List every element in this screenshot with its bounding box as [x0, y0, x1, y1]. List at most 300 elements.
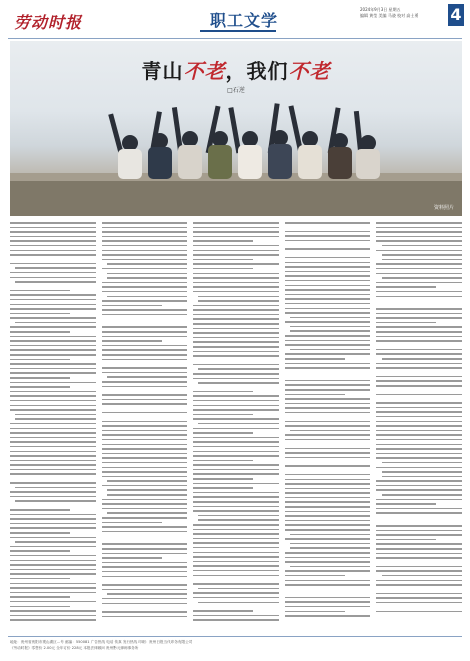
text-line — [102, 557, 162, 559]
text-line — [10, 336, 96, 338]
text-line — [193, 455, 279, 457]
feature-photo — [10, 41, 462, 216]
text-line — [376, 380, 462, 382]
text-line — [10, 222, 96, 224]
text-line — [285, 262, 371, 264]
text-line — [102, 584, 188, 586]
headline-part-2: ，我们 — [225, 59, 289, 83]
text-line — [193, 337, 279, 339]
text-line — [285, 240, 371, 242]
text-line — [376, 421, 462, 423]
text-line — [198, 423, 278, 425]
article-headline — [10, 55, 462, 84]
text-line — [376, 250, 462, 252]
article-byline: □石逆 — [227, 87, 245, 94]
text-line — [285, 303, 371, 305]
text-line — [10, 368, 96, 370]
text-line — [193, 250, 279, 252]
text-line — [10, 409, 96, 411]
text-line — [102, 336, 188, 338]
text-line — [193, 529, 279, 531]
text-line — [102, 434, 188, 436]
text-line — [10, 601, 96, 603]
text-line — [198, 382, 278, 384]
text-line — [102, 250, 188, 252]
text-line — [376, 597, 462, 599]
text-line — [285, 529, 371, 531]
photo-credit: 资料照片 — [433, 205, 454, 211]
text-line — [376, 402, 462, 404]
text-line — [193, 552, 279, 554]
text-line — [376, 227, 462, 229]
text-line — [10, 560, 96, 562]
text-line — [10, 537, 96, 539]
text-line — [10, 349, 96, 351]
text-line — [376, 430, 462, 432]
text-line — [285, 271, 371, 273]
text-line — [102, 457, 188, 459]
text-line — [102, 394, 188, 396]
text-line — [193, 428, 279, 430]
text-line — [376, 499, 462, 501]
text-line — [285, 452, 371, 454]
text-line — [290, 534, 370, 536]
text-line — [10, 491, 96, 493]
text-line — [10, 514, 96, 516]
text-line — [102, 345, 188, 347]
text-line — [193, 483, 279, 485]
text-line — [10, 606, 70, 608]
text-line — [193, 510, 279, 512]
text-line — [193, 460, 253, 462]
text-line — [382, 245, 462, 247]
text-line — [285, 294, 371, 296]
text-line — [193, 273, 279, 275]
text-line — [102, 476, 188, 478]
text-line — [376, 480, 462, 482]
section-title: 职工文学 — [210, 11, 279, 30]
text-line — [102, 359, 188, 361]
text-line — [10, 386, 70, 388]
text-line — [102, 227, 188, 229]
text-line — [198, 519, 278, 521]
text-line — [102, 372, 188, 374]
text-line — [10, 550, 70, 552]
text-line — [285, 561, 371, 563]
text-line — [193, 332, 279, 334]
text-line — [10, 340, 96, 342]
text-line — [290, 317, 370, 319]
text-line — [285, 611, 345, 613]
text-line — [376, 503, 436, 505]
text-line — [285, 335, 371, 337]
text-line — [102, 571, 188, 573]
dateline — [360, 7, 418, 19]
text-line — [10, 245, 96, 247]
text-line — [10, 405, 96, 407]
text-line — [102, 240, 188, 242]
text-line — [102, 331, 188, 333]
text-line — [10, 523, 96, 525]
text-line — [376, 394, 462, 396]
text-line — [10, 583, 96, 585]
text-line — [193, 487, 253, 489]
text-line — [285, 363, 371, 365]
text-line — [193, 395, 279, 397]
text-line — [102, 531, 188, 533]
text-line — [285, 394, 345, 396]
text-line — [102, 467, 188, 469]
text-line — [102, 566, 188, 568]
text-line — [376, 539, 436, 541]
text-line — [376, 593, 462, 595]
text-line — [193, 547, 279, 549]
text-line — [290, 547, 370, 549]
text-line — [10, 290, 70, 292]
text-line — [285, 353, 371, 355]
text-line — [102, 562, 188, 564]
text-line — [285, 312, 371, 314]
text-line — [193, 473, 279, 475]
text-line — [10, 437, 96, 439]
text-line — [376, 485, 462, 487]
text-line — [10, 446, 96, 448]
text-line — [376, 326, 462, 328]
text-line — [285, 358, 345, 360]
text-line — [285, 501, 371, 503]
text-line — [193, 414, 253, 416]
text-line — [193, 565, 279, 567]
text-line — [290, 349, 370, 351]
text-line — [10, 610, 96, 612]
text-line — [10, 272, 96, 274]
text-line — [376, 322, 436, 324]
text-line — [193, 561, 279, 563]
text-line — [10, 527, 96, 529]
text-line — [376, 508, 462, 510]
text-line — [285, 439, 371, 441]
text-line — [198, 515, 278, 517]
text-line — [382, 358, 462, 360]
text-line — [376, 570, 462, 572]
text-line — [376, 291, 462, 293]
text-line — [10, 400, 96, 402]
text-line — [107, 480, 187, 482]
text-line — [10, 317, 96, 319]
text-line — [376, 286, 436, 288]
text-line — [285, 235, 371, 237]
text-line — [376, 317, 462, 319]
text-line — [193, 373, 279, 375]
text-line — [285, 398, 371, 400]
text-line — [10, 441, 96, 443]
text-line — [10, 578, 70, 580]
text-line — [193, 469, 279, 471]
text-line — [193, 282, 279, 284]
text-line — [193, 597, 279, 599]
text-line — [10, 460, 96, 462]
text-line — [193, 378, 279, 380]
text-line — [10, 518, 96, 520]
text-line — [15, 500, 95, 502]
text-line — [10, 423, 96, 425]
text-line — [102, 300, 188, 302]
text-line — [193, 542, 279, 544]
text-line — [10, 592, 96, 594]
text-line — [376, 489, 462, 491]
text-line — [10, 240, 96, 242]
text-line — [10, 615, 96, 617]
text-line — [285, 520, 371, 522]
text-line — [285, 580, 371, 582]
text-line — [382, 462, 462, 464]
text-line — [10, 496, 96, 498]
text-line — [285, 492, 371, 494]
text-line — [285, 380, 371, 382]
text-column-1 — [10, 222, 96, 630]
text-line — [102, 291, 188, 293]
text-line — [285, 584, 371, 586]
text-line — [376, 543, 462, 545]
text-line — [15, 487, 95, 489]
text-line — [285, 474, 371, 476]
text-line — [193, 610, 253, 612]
text-line — [102, 598, 188, 600]
text-line — [10, 455, 96, 457]
text-line — [382, 277, 462, 279]
text-line — [10, 569, 96, 571]
text-line — [102, 412, 188, 414]
text-line — [376, 263, 462, 265]
text-line — [102, 448, 188, 450]
text-line — [193, 533, 279, 535]
text-line — [10, 451, 96, 453]
text-line — [376, 411, 462, 413]
text-column-2 — [102, 222, 188, 630]
text-line — [285, 488, 371, 490]
text-line — [285, 457, 371, 459]
text-line — [10, 509, 70, 511]
text-line — [15, 541, 95, 543]
text-line — [193, 441, 279, 443]
text-line — [102, 517, 188, 519]
text-line — [376, 349, 462, 351]
text-line — [285, 248, 371, 250]
text-line — [102, 236, 188, 238]
text-line — [10, 227, 96, 229]
text-line — [285, 465, 371, 467]
text-line — [102, 425, 188, 427]
text-line — [193, 245, 279, 247]
text-line — [382, 476, 462, 478]
text-line — [193, 575, 279, 577]
text-line — [193, 364, 279, 366]
text-line — [102, 268, 188, 270]
text-line — [193, 432, 253, 434]
text-line — [102, 305, 162, 307]
text-line — [193, 464, 279, 466]
text-line — [10, 377, 70, 379]
text-line — [376, 525, 462, 527]
text-column-3 — [193, 222, 279, 630]
text-line — [193, 538, 279, 540]
text-line — [193, 355, 279, 357]
text-line — [193, 318, 279, 320]
masthead — [0, 0, 470, 38]
text-line — [376, 336, 462, 338]
text-line — [193, 240, 253, 242]
text-line — [102, 314, 188, 316]
text-line — [376, 296, 462, 298]
text-line — [376, 611, 462, 613]
text-line — [102, 485, 188, 487]
text-line — [102, 354, 188, 356]
text-line — [290, 566, 370, 568]
text-line — [10, 294, 96, 296]
text-line — [10, 482, 96, 484]
text-line — [15, 267, 95, 269]
text-line — [193, 328, 279, 330]
text-line — [290, 430, 370, 432]
page-number: 4 — [448, 4, 464, 26]
text-line — [15, 414, 95, 416]
text-line — [285, 257, 371, 259]
text-line — [102, 367, 188, 369]
text-line — [10, 354, 96, 356]
text-line — [376, 236, 462, 238]
text-line — [193, 309, 279, 311]
text-line — [285, 367, 371, 369]
headline-accent-1: 不老 — [183, 59, 226, 83]
text-line — [376, 453, 462, 455]
text-line — [290, 330, 370, 332]
text-line — [10, 469, 96, 471]
text-line — [376, 548, 462, 550]
text-line — [102, 245, 188, 247]
text-line — [376, 530, 462, 532]
text-line — [107, 277, 187, 279]
text-line — [382, 254, 462, 256]
text-line — [102, 503, 188, 505]
text-line — [10, 619, 96, 621]
text-line — [193, 615, 279, 617]
text-line — [10, 473, 96, 475]
text-line — [193, 592, 279, 594]
text-line — [376, 467, 462, 469]
text-line — [285, 570, 371, 572]
text-line — [102, 326, 188, 328]
text-line — [102, 526, 188, 528]
text-line — [285, 298, 371, 300]
text-line — [376, 407, 462, 409]
text-line — [193, 231, 279, 233]
text-line — [198, 602, 278, 604]
editor-credits: 编辑 黄莹 美编 马骁 校对 高士勇 — [360, 13, 419, 18]
page-footer — [10, 639, 462, 651]
text-line — [285, 403, 371, 405]
text-line — [102, 259, 188, 261]
text-line — [10, 231, 96, 233]
text-line — [193, 409, 279, 411]
text-line — [376, 448, 462, 450]
text-line — [10, 299, 96, 301]
text-line — [102, 616, 188, 618]
text-line — [285, 497, 371, 499]
text-line — [102, 462, 188, 464]
text-line — [193, 254, 279, 256]
text-line — [285, 266, 371, 268]
article-body — [10, 222, 462, 630]
text-line — [285, 321, 371, 323]
text-line — [102, 282, 188, 284]
text-line — [10, 428, 96, 430]
text-line — [102, 589, 188, 591]
text-line — [193, 391, 253, 393]
text-line — [285, 222, 371, 224]
text-line — [290, 326, 370, 328]
text-line — [376, 557, 462, 559]
text-line — [10, 331, 70, 333]
text-line — [10, 382, 96, 384]
text-line — [382, 575, 462, 577]
text-line — [102, 576, 188, 578]
footer-pricing: 《劳动时报》零售价 2.00元 全年订价 228元 本报法律顾问 贵州黔元律师事务所 — [10, 646, 139, 650]
text-line — [102, 471, 188, 473]
text-line — [376, 444, 462, 446]
text-line — [285, 552, 371, 554]
text-line — [10, 395, 96, 397]
text-line — [285, 524, 371, 526]
text-line — [285, 511, 371, 513]
text-line — [102, 543, 188, 545]
text-line — [193, 263, 279, 265]
text-line — [376, 534, 462, 536]
text-line — [10, 326, 96, 328]
text-line — [198, 368, 278, 370]
text-line — [193, 314, 279, 316]
headline-accent-2: 不老 — [288, 59, 331, 83]
text-line — [102, 309, 188, 311]
footer-rule — [8, 636, 462, 637]
text-line — [193, 346, 279, 348]
text-line — [10, 596, 70, 598]
text-line — [193, 291, 279, 293]
text-line — [285, 412, 371, 414]
text-line — [10, 587, 96, 589]
text-line — [10, 250, 96, 252]
text-line — [102, 286, 188, 288]
text-line — [10, 564, 96, 566]
text-line — [376, 439, 462, 441]
text-line — [10, 363, 96, 365]
text-line — [376, 584, 462, 586]
text-line — [107, 273, 187, 275]
text-line — [285, 597, 371, 599]
text-line — [10, 345, 96, 347]
header-rule — [8, 38, 462, 39]
text-line — [285, 407, 371, 409]
text-line — [376, 457, 462, 459]
text-line — [376, 566, 462, 568]
text-line — [285, 280, 371, 282]
text-line — [376, 340, 462, 342]
text-line — [382, 259, 462, 261]
text-line — [10, 304, 96, 306]
section-underline — [200, 30, 276, 32]
text-line — [376, 331, 462, 333]
text-line — [10, 432, 96, 434]
text-line — [102, 499, 188, 501]
